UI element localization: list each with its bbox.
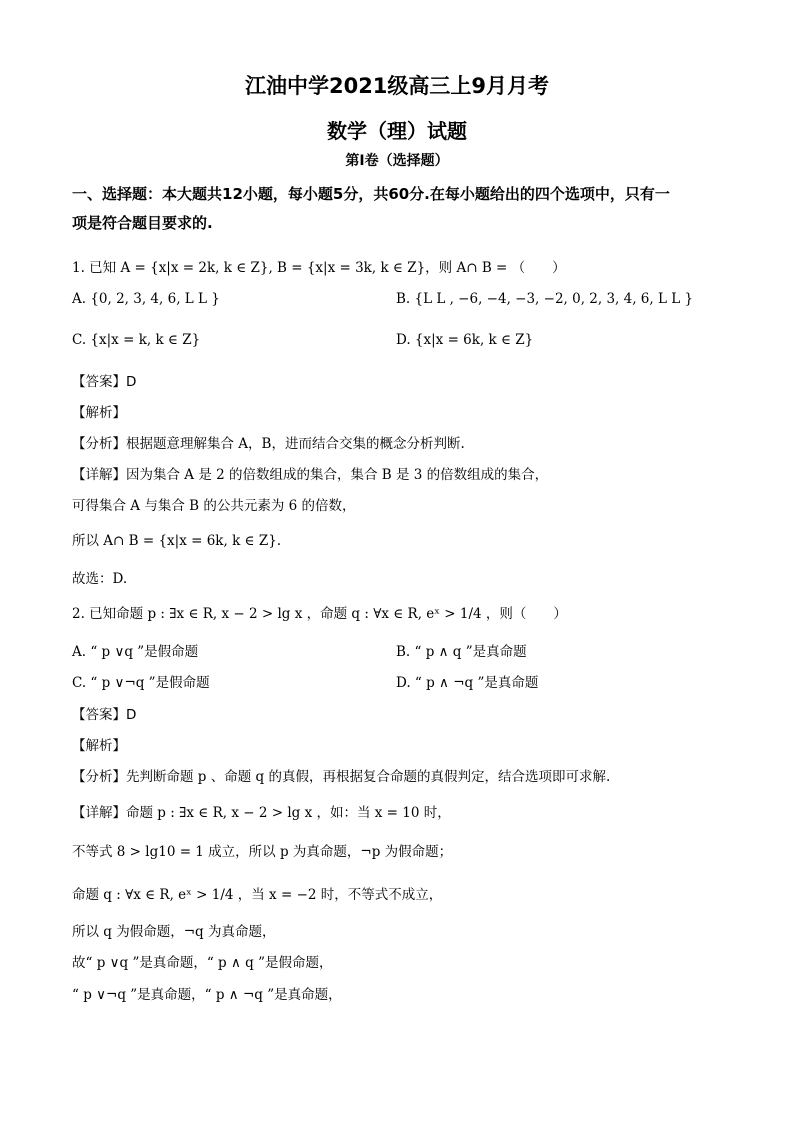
- q2-line3: 命题 q : ∀x ∈ R, eˣ > 1/4 ，当 x = −2 时，不等式不成立，: [72, 887, 443, 903]
- q2-option-c: C. “ p ∨¬q ”是假命题: [72, 675, 210, 691]
- subject-title: 数学（理）试题: [327, 119, 467, 143]
- q1-choice: 故选：D.: [72, 571, 128, 587]
- q2-analysis-label: 【解析】: [72, 738, 126, 754]
- q1-option-a: A. {0, 2, 3, 4, 6, L L }: [72, 291, 220, 307]
- school-title: 江油中学2021级高三上9月月考: [244, 74, 550, 98]
- q1-option-b: B. {L L , −6, −4, −3, −2, 0, 2, 3, 4, 6, L L }: [396, 291, 694, 307]
- section-heading-line2: 项是符合题目要求的.: [72, 214, 213, 232]
- volume-title: 第I卷（选择题）: [345, 153, 449, 169]
- section-heading-line1: 一、选择题：本大题共12小题，每小题5分，共60分.在每小题给出的四个选项中，只有一: [72, 185, 670, 203]
- q2-option-b: B. “ p ∧ q ”是真命题: [396, 644, 527, 660]
- q2-answer: 【答案】D: [72, 707, 137, 723]
- q2-line6: “ p ∨¬q ”是真命题，“ p ∧ ¬q ”是真命题，: [72, 987, 342, 1003]
- q2-option-a: A. “ p ∨q ”是假命题: [72, 644, 199, 660]
- q2-fenxi: 【分析】先判断命题 p 、命题 q 的真假，再根据复合命题的真假判定，结合选项即可求解.: [72, 769, 611, 785]
- q2-option-d: D. “ p ∧ ¬q ”是真命题: [396, 675, 539, 691]
- q1-stem: 1. 已知 A = {x|x = 2k, k ∈ Z}, B = {x|x = 3k, k ∈ Z}，则 A∩ B = （ ）: [72, 260, 566, 276]
- q1-answer: 【答案】D: [72, 374, 137, 390]
- q1-xiangjie: 【详解】因为集合 A 是 2 的倍数组成的集合，集合 B 是 3 的倍数组成的集合，: [72, 467, 549, 483]
- q1-line2: 可得集合 A 与集合 B 的公共元素为 6 的倍数，: [72, 498, 356, 514]
- q1-line3: 所以 A∩ B = {x|x = 6k, k ∈ Z}.: [72, 533, 282, 549]
- q2-line2: 不等式 8 > lg10 = 1 成立，所以 p 为真命题，¬p 为假命题；: [72, 844, 453, 860]
- q2-stem: 2. 已知命题 p : ∃x ∈ R, x − 2 > lg x ，命题 q : ∀x ∈ R, eˣ > 1/4 ，则（ ）: [72, 606, 567, 622]
- q1-option-c: C. {x|x = k, k ∈ Z}: [72, 332, 201, 348]
- q2-line4: 所以 q 为假命题，¬q 为真命题，: [72, 924, 276, 940]
- q2-line5: 故“ p ∨q ”是真命题，“ p ∧ q ”是假命题，: [72, 955, 333, 971]
- q1-option-d: D. {x|x = 6k, k ∈ Z}: [396, 332, 534, 348]
- q2-xiangjie: 【详解】命题 p : ∃x ∈ R, x − 2 > lg x ，如：当 x = 10 时，: [72, 805, 451, 821]
- q1-fenxi: 【分析】根据题意理解集合 A，B，进而结合交集的概念分析判断.: [72, 436, 465, 452]
- q1-analysis-label: 【解析】: [72, 405, 126, 421]
